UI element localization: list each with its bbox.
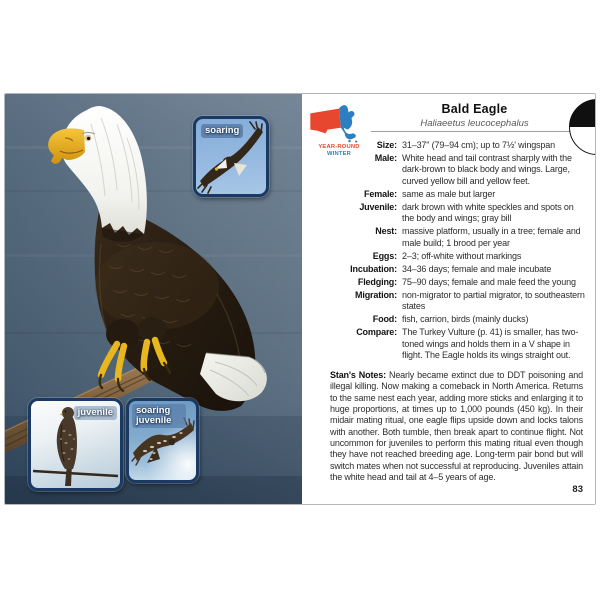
field-row (302, 314, 585, 325)
field-value: 75–90 days; female and male feed the young (402, 276, 576, 287)
inset-photo-soaring (193, 116, 269, 197)
field-label: Compare: (356, 327, 397, 338)
inset-label-soaring: soaring (201, 124, 243, 138)
scientific-name: Haliaeetus leucocephalus (420, 118, 529, 129)
inset-photo-soaring-juvenile (126, 398, 199, 483)
field-value: 2–3; off-white without markings (402, 250, 522, 261)
field-list (302, 140, 585, 361)
field-label: Juvenile: (359, 201, 397, 212)
stans-notes (330, 370, 583, 483)
page-number: 83 (572, 484, 583, 495)
field-row (302, 290, 585, 313)
field-value: 34–36 days; female and male incubate (402, 263, 552, 274)
field-label: Female: (364, 188, 397, 199)
field-label: Food: (372, 314, 397, 325)
species-header (364, 102, 585, 129)
field-value: 31–37" (79–94 cm); up to 7½' wingspan (402, 140, 555, 150)
inset-label-juvenile: juvenile (74, 406, 117, 420)
field-value: massive platform, usually in a tree; female and male build; 1 brood per year (402, 226, 581, 248)
stans-notes-label: Stan's Notes: (330, 370, 386, 380)
stans-notes-text: Nearly became extinct due to DDT poisoning and illegal killing. Now making a comeback in North America. Returns to the same nest each year, adding more sticks and enlarging it to huge proportions, at times up to 1,000 pounds (450 kg). In their midair mating ritual, one eagle flips upside down and locks talons with another. Both tumble, then break apart to continue flight. Not uncommon for juveniles to perform this mating ritual even though they have not reached breeding age. Long-term pair bond but will switch mates when not successful at reproducing. Juveniles attain the white head and tail at 4–5 years of age. (330, 370, 583, 483)
field-value: The Turkey Vulture (p. 41) is smaller, has two-toned wings and holds them in a V shape in flight. The Eagle holds its wings straight out. (402, 327, 579, 361)
field-row (302, 189, 585, 200)
field-row (302, 153, 585, 187)
field-value: same as male but larger (402, 188, 496, 199)
field-value: White head and tail contrast sharply with the dark-brown to black body and wings. Large, curved yellow bill and yellow feet. (402, 153, 572, 186)
field-row (302, 327, 585, 361)
field-label: Incubation: (350, 263, 397, 274)
field-row (302, 251, 585, 262)
legend-year-round: YEAR-ROUND (318, 144, 360, 150)
field-row (302, 140, 585, 151)
field-value: non-migrator to partial migrator, to southeastern states (402, 289, 585, 312)
species-account-page (302, 94, 595, 504)
field-row (302, 226, 585, 249)
field-value: dark brown with white speckles and spots on the body and wings; gray bill (402, 201, 574, 224)
field-label: Male: (374, 153, 397, 164)
field-row (302, 264, 585, 275)
field-label: Eggs: (372, 250, 397, 261)
field-label: Size: (376, 140, 397, 150)
inset-photo-juvenile (28, 398, 123, 491)
field-row (302, 202, 585, 225)
field-row (302, 277, 585, 288)
field-label: Migration: (355, 289, 397, 300)
inset-label-soaring-juvenile: soaring juvenile (132, 404, 186, 428)
legend-winter: WINTER (326, 151, 352, 157)
header-divider (371, 131, 595, 132)
field-value: fish, carrion, birds (mainly ducks) (402, 314, 529, 325)
field-guide-spread (4, 93, 596, 505)
main-photo-adult-bald-eagle (5, 94, 302, 504)
page-title: Bald Eagle (441, 102, 508, 116)
field-label: Fledging: (357, 276, 397, 287)
massachusetts-range-map-icon (306, 99, 372, 143)
field-label: Nest: (375, 226, 397, 237)
